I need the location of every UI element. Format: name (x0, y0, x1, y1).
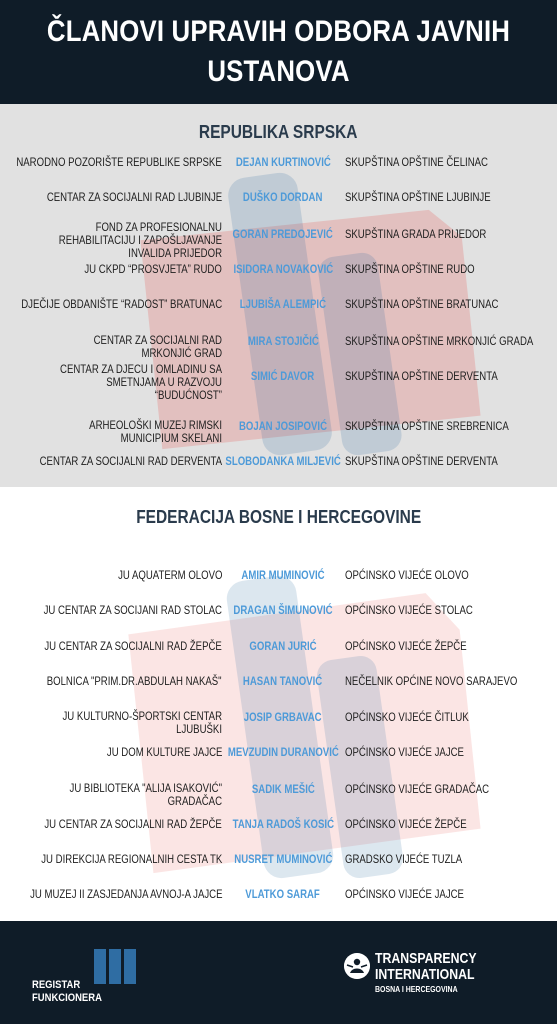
institution-cell: JU CKPD “PROSVJETA” RUDO (84, 261, 222, 276)
institution-cell: JU MUZEJ II ZASJEDANJA AVNOJ-A JAJCE (29, 886, 222, 901)
appointing-body: SKUPŠTINA OPŠTINE ČELINAC (345, 154, 488, 169)
table-row (0, 809, 557, 839)
member-name: AMIR MUMINOVIĆ (241, 567, 325, 582)
member-name: GORAN JURIĆ (249, 638, 317, 653)
member-name: MEVZUDIN DURANOVIĆ (227, 744, 339, 759)
appointing-body: SKUPŠTINA OPŠTINE DERVENTA (345, 368, 498, 383)
institution-cell: NARODNO POZORIŠTE REPUBLIKE SRPSKE (16, 154, 222, 169)
institution-cell: CENTAR ZA SOCIJALNI RAD MRKONJIĆ GRAD (93, 333, 223, 360)
transparency-international-logo[interactable] (344, 951, 534, 1001)
appointing-body: SKUPŠTINA OPŠTINE DERVENTA (345, 453, 498, 468)
institution-cell: JU DIREKCIJA REGIONALNIH CESTA TK (40, 851, 222, 866)
table-row (0, 361, 557, 402)
institution-cell: ARHEOLOŠKI MUZEJ RIMSKI MUNICIPIUM SKELANI (89, 418, 223, 445)
appointing-body: SKUPŠTINA OPŠTINE MRKONJIĆ GRADA (345, 333, 534, 348)
member-name: HASAN TANOVIĆ (243, 673, 323, 688)
globe-icon (344, 953, 370, 979)
appointing-body: NEČELNIK OPĆINE NOVO SARAJEVO (345, 673, 518, 688)
appointing-body: OPĆINSKO VIJEĆE JAJCE (345, 744, 464, 759)
member-name: DRAGAN ŠIMUNOVIĆ (233, 602, 333, 617)
registar-logo-text: REGISTAR FUNKCIONERA (32, 979, 102, 1004)
appointing-body: OPĆINSKO VIJEĆE GRADAČAC (345, 781, 490, 796)
table-row (0, 446, 557, 476)
table-row (0, 631, 557, 661)
member-name: NUSRET MUMINOVIĆ (233, 851, 333, 866)
appointing-body: OPĆINSKO VIJEĆE ŽEPČE (345, 638, 467, 653)
member-name: BOJAN JOSIPOVIĆ (238, 418, 328, 433)
institution-cell: BOLNICA "PRIM.DR.ABDULAH NAKAŠ" (47, 673, 222, 688)
member-name: DEJAN KURTINOVIĆ (235, 154, 331, 169)
transparency-logo-text: TRANSPARENCY INTERNATIONAL BOSNA I HERCEGOVINA (375, 950, 477, 994)
table-row (0, 254, 557, 284)
appointing-body: OPĆINSKO VIJEĆE ČITLUK (345, 709, 469, 724)
institution-cell: JU CENTAR ZA SOCIJALNI RAD ŽEPČE (44, 638, 222, 653)
appointing-body: SKUPŠTINA OPŠTINE SREBRENICA (345, 418, 509, 433)
institution-cell: FOND ZA PROFESIONALNU REHABILITACIJU I ZAPOŠLJAVANJE INVALIDA PRIJEDOR (58, 219, 222, 260)
member-name: MIRA STOJIČIĆ (247, 333, 319, 348)
table-row (0, 737, 557, 767)
table-row (0, 417, 557, 447)
member-name: SIMIĆ DAVOR (251, 368, 315, 383)
institution-cell: JU KULTURNO-ŠPORTSKI CENTAR LJUBUŠKI (62, 709, 222, 736)
member-name: DUŠKO DORDAN (243, 189, 323, 204)
member-name: SLOBODANKA MILJEVIĆ (225, 453, 341, 468)
section-heading: FEDERACIJA BOSNE I HERCEGOVINE (135, 507, 421, 527)
table-row (0, 289, 557, 319)
member-name: JOSIP GRBAVAC (244, 709, 322, 724)
institution-cell: DJEČIJE OBDANIŠTE “RADOST” BRATUNAC (21, 296, 222, 311)
table-row (0, 666, 557, 696)
institution-cell: JU BIBLIOTEKA "ALIJA ISAKOVIĆ" GRADAČAC (69, 781, 222, 808)
page-footer (0, 921, 557, 1024)
table-row (0, 219, 557, 260)
table-row (0, 780, 557, 810)
member-name: VLATKO SARAF (245, 886, 321, 901)
member-name: ISIDORA NOVAKOVIĆ (233, 261, 333, 276)
section-republika-srpska (0, 104, 557, 487)
appointing-body: OPĆINSKO VIJEĆE STOLAC (345, 602, 473, 617)
appointing-body: OPĆINSKO VIJEĆE ŽEPČE (345, 816, 467, 831)
institution-cell: JU DOM KULTURE JAJCE (106, 744, 222, 759)
table-row (0, 182, 557, 212)
appointing-body: OPĆINSKO VIJEĆE OLOVO (345, 567, 469, 582)
page-title: ČLANOVI UPRAVIH ODBORA JAVNIH USTANOVA (46, 15, 511, 88)
appointing-body: SKUPŠTINA OPŠTINE LJUBINJE (345, 189, 491, 204)
appointing-body: GRADSKO VIJEĆE TUZLA (345, 851, 463, 866)
table-row (0, 147, 557, 177)
institution-cell: JU AQUATERM OLOVO (117, 567, 222, 582)
institution-cell: CENTAR ZA SOCIJALNI RAD DERVENTA (39, 453, 222, 468)
section-federacija-bih (0, 487, 557, 921)
registar-funkcionera-logo[interactable] (32, 945, 152, 1005)
appointing-body: SKUPŠTINA OPŠTINE RUDO (345, 261, 475, 276)
institution-cell: CENTAR ZA SOCIJALNI RAD LJUBINJE (46, 189, 222, 204)
member-name: TANJA RADOŠ KOSIĆ (232, 816, 334, 831)
table-row (0, 879, 557, 909)
table-row (0, 332, 557, 362)
institution-cell: CENTAR ZA DJECU I OMLADINU SA SMETNJAMA U RAZVOJU “BUDUĆNOST” (60, 361, 222, 402)
section-heading: REPUBLIKA SRPSKA (199, 122, 358, 142)
appointing-body: SKUPŠTINA GRADA PRIJEDOR (345, 226, 487, 241)
table-row (0, 595, 557, 625)
appointing-body: OPĆINSKO VIJEĆE JAJCE (345, 886, 464, 901)
page-header (0, 0, 557, 104)
table-row (0, 844, 557, 874)
member-name: SADIK MEŠIĆ (251, 781, 315, 796)
appointing-body: SKUPŠTINA OPŠTINE BRATUNAC (345, 296, 499, 311)
member-name: GORAN PREDOJEVIĆ (232, 226, 334, 241)
institution-cell: JU CENTAR ZA SOCIJANI RAD STOLAC (43, 602, 222, 617)
institution-cell: JU CENTAR ZA SOCIJALNI RAD ŽEPČE (44, 816, 222, 831)
table-row (0, 708, 557, 738)
table-row (0, 560, 557, 590)
member-name: LJUBIŠA ALEMPIĆ (239, 296, 327, 311)
